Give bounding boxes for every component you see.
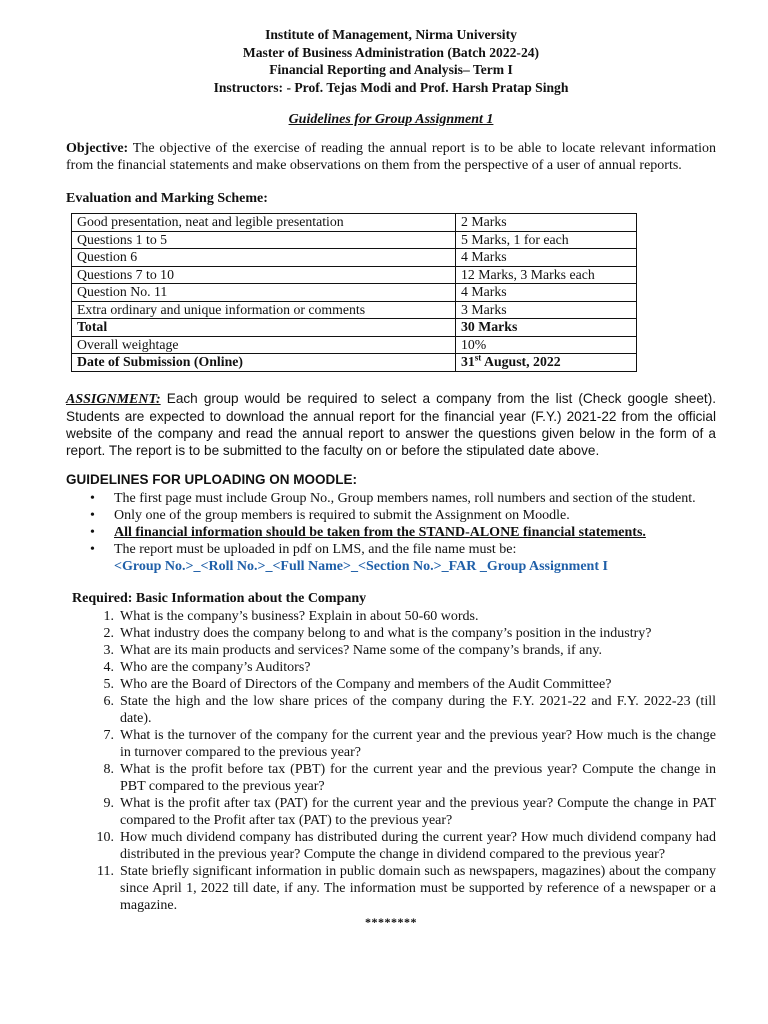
question-item bbox=[103, 761, 716, 795]
question-number: 1. bbox=[103, 609, 114, 625]
required-label: Required: bbox=[72, 591, 133, 607]
table-cell-marks: 3 Marks bbox=[456, 301, 637, 319]
table-row-total bbox=[72, 319, 637, 337]
question-text: How much dividend company has distributed during the current year? How much dividend company had distributed in the previous year? Compute the change in dividend compared to the previous year? bbox=[120, 830, 716, 863]
bullet-icon: • bbox=[90, 491, 95, 507]
table-cell-date bbox=[456, 354, 637, 372]
question-number: 4. bbox=[103, 660, 114, 676]
file-name-format: <Group No.>_<Roll No.>_<Full Name>_<Section No.>_FAR _Group Assignment I bbox=[114, 559, 608, 575]
end-marker: ******** bbox=[365, 915, 417, 930]
question-text: What is the company’s business? Explain in about 50-60 words. bbox=[120, 609, 479, 625]
evaluation-title: Evaluation and Marking Scheme: bbox=[66, 191, 268, 206]
table-cell-marks: 4 Marks bbox=[456, 249, 637, 267]
question-text: What is the profit after tax (PAT) for the current year and the previous year? Compute the change in PAT compared to the Profit after tax (PAT) to the previous year? bbox=[120, 796, 716, 829]
questions-list bbox=[66, 608, 716, 914]
question-number: 2. bbox=[103, 626, 114, 642]
table-row bbox=[72, 266, 637, 284]
table-cell-marks: 30 Marks bbox=[456, 319, 637, 337]
list-item-text: The report must be uploaded in pdf on LMS, and the file name must be: bbox=[114, 542, 517, 558]
question-text: What are its main products and services? Name some of the company’s brands, if any. bbox=[120, 643, 602, 659]
question-item bbox=[103, 676, 716, 693]
date-day: 31 bbox=[461, 354, 475, 370]
document-header bbox=[66, 26, 716, 96]
objective-paragraph bbox=[66, 140, 716, 174]
table-cell-marks: 2 Marks bbox=[456, 214, 637, 232]
table-cell-item: Questions 1 to 5 bbox=[72, 231, 456, 249]
question-number: 8. bbox=[103, 762, 114, 778]
table-row bbox=[72, 249, 637, 267]
question-item bbox=[103, 608, 716, 625]
table-cell-item: Date of Submission (Online) bbox=[72, 354, 456, 372]
list-item-text: The first page must include Group No., Group members names, roll numbers and section of the student. bbox=[114, 491, 696, 507]
table-cell-item: Overall weightage bbox=[72, 336, 456, 354]
question-item bbox=[103, 795, 716, 829]
question-number: 5. bbox=[103, 677, 114, 693]
question-number: 9. bbox=[103, 796, 114, 812]
question-text: What industry does the company belong to and what is the company’s position in the industry? bbox=[120, 626, 652, 642]
table-cell-marks: 4 Marks bbox=[456, 284, 637, 302]
table-row bbox=[72, 231, 637, 249]
question-text: Who are the Board of Directors of the Company and members of the Audit Committee? bbox=[120, 677, 612, 693]
guidelines-title: Guidelines for Group Assignment 1 bbox=[288, 112, 494, 127]
table-row bbox=[72, 214, 637, 232]
list-item bbox=[90, 507, 716, 524]
question-text: Who are the company’s Auditors? bbox=[120, 660, 311, 676]
table-cell-item: Extra ordinary and unique information or comments bbox=[72, 301, 456, 319]
assignment-paragraph bbox=[66, 390, 716, 460]
table-row bbox=[72, 284, 637, 302]
table-row bbox=[72, 301, 637, 319]
question-number: 3. bbox=[103, 643, 114, 659]
table-row-submission bbox=[72, 354, 637, 372]
question-number: 10. bbox=[96, 830, 114, 846]
moodle-guidelines-title: GUIDELINES FOR UPLOADING ON MOODLE: bbox=[66, 472, 358, 488]
course-name: Financial Reporting and Analysis– Term I bbox=[269, 62, 513, 77]
list-item-text: Only one of the group members is required to submit the Assignment on Moodle. bbox=[114, 508, 570, 524]
question-text: State the high and the low share prices of the company during the F.Y. 2021-22 and F.Y. 2022-23 (till date). bbox=[120, 694, 716, 727]
table-cell-marks: 5 Marks, 1 for each bbox=[456, 231, 637, 249]
question-number: 7. bbox=[103, 728, 114, 744]
assignment-label: ASSIGNMENT: bbox=[66, 391, 161, 407]
date-suffix: st bbox=[474, 352, 482, 363]
bullet-icon: • bbox=[90, 525, 95, 541]
question-item bbox=[103, 659, 716, 676]
table-cell-item: Questions 7 to 10 bbox=[72, 266, 456, 284]
question-number: 11. bbox=[97, 864, 114, 880]
table-row bbox=[72, 336, 637, 354]
list-item bbox=[90, 541, 716, 575]
assignment-text: Each group would be required to select a company from the list (Check google sheet). Students are expected to download the annual report for the financial year (F.Y.) 2021-22 from the official website of the company and read the annual report to answer the questions given below in the form of a report. The report is to be submitted to the faculty on or before the stipulated date above. bbox=[66, 390, 716, 459]
bullet-icon: • bbox=[90, 542, 95, 558]
table-cell-marks: 10% bbox=[456, 336, 637, 354]
question-item bbox=[103, 625, 716, 642]
table-cell-marks: 12 Marks, 3 Marks each bbox=[456, 266, 637, 284]
table-cell-item: Total bbox=[72, 319, 456, 337]
required-heading: Basic Information about the Company bbox=[135, 591, 367, 607]
list-item-text: All financial information should be taken from the STAND-ALONE financial statements. bbox=[114, 525, 646, 541]
list-item bbox=[90, 524, 716, 541]
moodle-guidelines-list bbox=[66, 490, 716, 575]
table-cell-item: Question 6 bbox=[72, 249, 456, 267]
required-title bbox=[66, 590, 716, 607]
bullet-icon: • bbox=[90, 508, 95, 524]
table-cell-item: Question No. 11 bbox=[72, 284, 456, 302]
date-rest: August, 2022 bbox=[481, 354, 561, 370]
question-item bbox=[103, 727, 716, 761]
question-text: What is the turnover of the company for the current year and the previous year? How much is the change in turnover compared to the previous year? bbox=[120, 728, 716, 761]
question-item bbox=[103, 693, 716, 727]
objective-label: Objective: bbox=[66, 141, 129, 156]
document-page bbox=[66, 26, 716, 931]
program-name: Master of Business Administration (Batch 2022-24) bbox=[242, 44, 540, 60]
question-item bbox=[96, 829, 716, 863]
question-number: 6. bbox=[103, 694, 114, 710]
table-cell-item: Good presentation, neat and legible presentation bbox=[72, 214, 456, 232]
question-text: What is the profit before tax (PBT) for the current year and the previous year? Compute the change in PBT compared to the previous year? bbox=[120, 762, 716, 795]
instructors: Instructors: - Prof. Tejas Modi and Prof. Harsh Pratap Singh bbox=[213, 79, 569, 95]
institute-name: Institute of Management, Nirma University bbox=[265, 27, 517, 42]
question-text: State briefly significant information in public domain such as newspapers, magazines) about the company since April 1, 2022 till date, if any. The information must be supported by reference of a newspaper or a magazine. bbox=[120, 864, 716, 914]
marking-scheme-table bbox=[71, 213, 637, 372]
objective-text: The objective of the exercise of reading the annual report is to be able to locate relevant information from the financial statements and make observations on them from the perspective of a user of annual reports. bbox=[66, 141, 716, 173]
list-item bbox=[90, 490, 716, 507]
question-item bbox=[103, 642, 716, 659]
question-item bbox=[97, 863, 716, 914]
